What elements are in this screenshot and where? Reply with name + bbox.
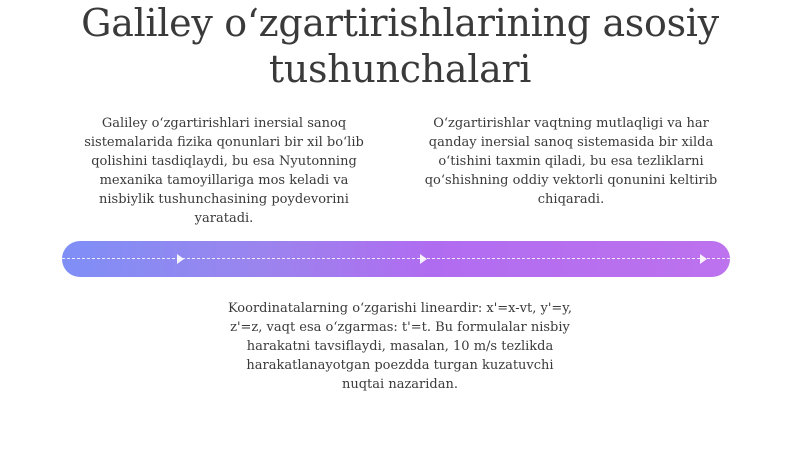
arrow-right-icon [420, 254, 427, 264]
arrow-right-icon [177, 254, 184, 264]
timeline-dashed-line [62, 258, 730, 259]
paragraph-right: O‘zgartirishlar vaqtning mutlaqligi va har qanday inersial sanoq sistemasida bir xilda o‘tishini taxmin qiladi, bu esa tezliklarni qo‘shishning oddiy vektorli qonunini keltirib chiqaradi. [424, 116, 718, 207]
page-title: Galiley o‘zgartirishlarining asosiy tushunchalari [81, 1, 719, 91]
timeline-bar [62, 241, 730, 277]
arrow-right-icon [700, 254, 707, 264]
paragraph-bottom: Koordinatalarning o‘zgarishi lineardir: x'=x-vt, y'=y, z'=z, vaqt esa o‘zgarmas: t'=t. Bu formulalar nisbiy harakatni tavsiflaydi, masalan, 10 m/s tezlikda harakatlanayotgan poezdda turgan kuzatuvchi nuqtai nazaridan. [227, 301, 573, 392]
paragraph-left: Galiley o‘zgartirishlari inersial sanoq sistemalarida fizika qonunlari bir xil bo‘lib qolishini tasdiqlaydi, bu esa Nyutonning mexanika tamoyillariga mos keladi va nisbiylik tushunchasining poydevorini yaratadi. [84, 116, 364, 226]
